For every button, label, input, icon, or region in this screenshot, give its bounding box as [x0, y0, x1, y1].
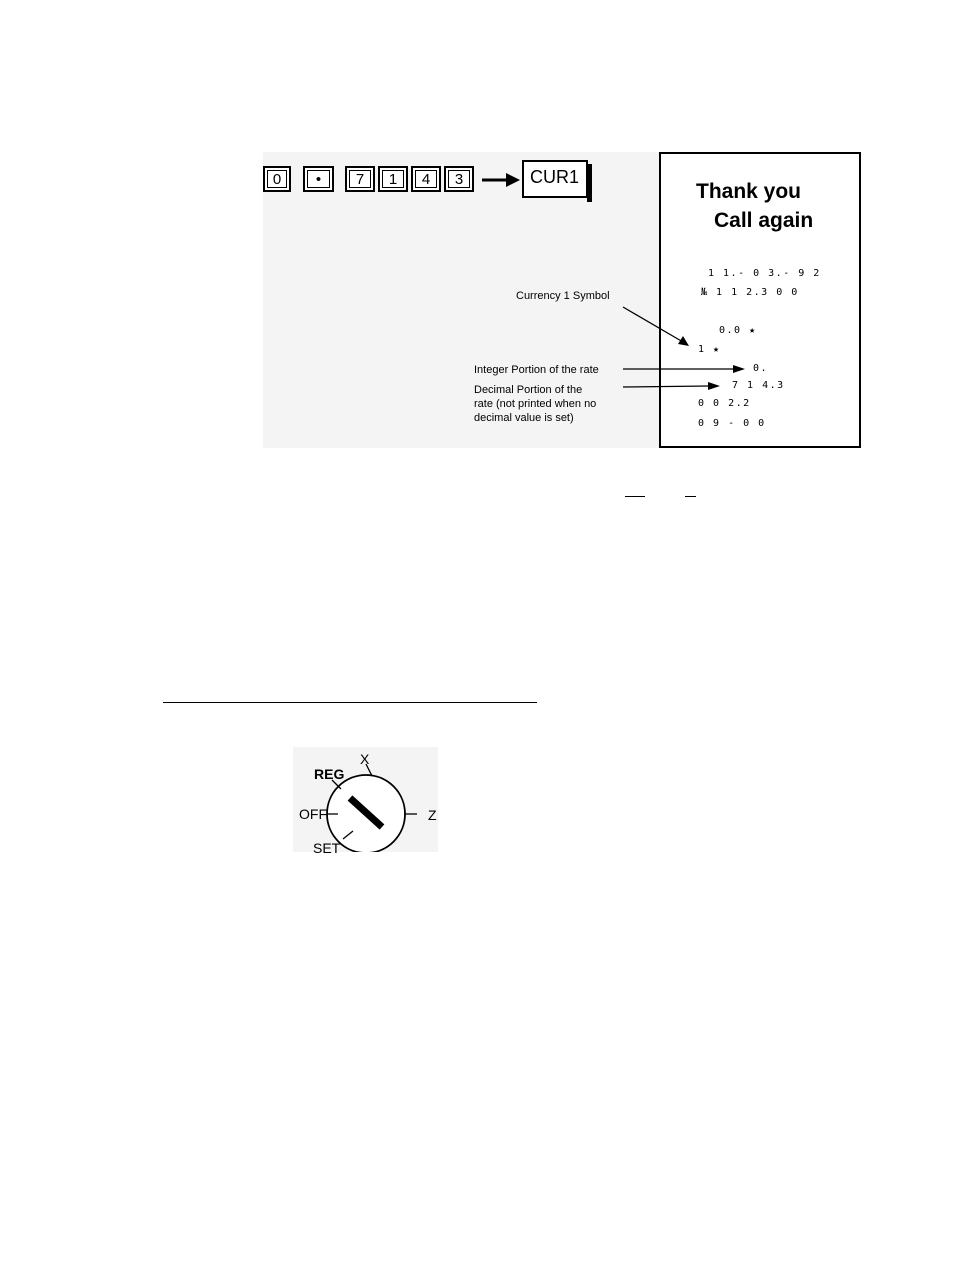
receipt-thanks: Thank you — [696, 180, 802, 203]
receipt-date: 1 1.- 0 3.- 9 2 — [708, 268, 821, 279]
arrow-currency-symbol — [623, 307, 689, 346]
annotation-arrows — [0, 0, 954, 460]
label-currency-symbol: Currency 1 Symbol — [516, 290, 610, 302]
underline-mark — [685, 496, 696, 497]
receipt-number: № 1 1 2.3 0 0 — [701, 287, 799, 298]
receipt-rate-star: 0.0 ★ — [719, 325, 757, 336]
label-decimal-portion: Decimal Portion of the rate (not printed when no decimal value is set) — [474, 384, 597, 424]
key-7: 7 — [345, 166, 375, 192]
section-rule — [163, 702, 537, 703]
switch-position-set: SET — [313, 840, 341, 856]
switch-position-x: X — [360, 751, 370, 767]
key-3: 3 — [444, 166, 474, 192]
switch-position-reg: REG — [314, 766, 345, 782]
receipt-code: 0 0 2.2 — [698, 398, 751, 409]
key-decimal-point: • — [303, 166, 334, 192]
key-1: 1 — [378, 166, 408, 192]
label-integer-portion: Integer Portion of the rate — [474, 364, 599, 376]
arrow-integer-portion — [623, 365, 745, 373]
receipt-integer-portion: 0. — [753, 363, 769, 374]
arrow-decimal-portion — [623, 382, 720, 390]
key-0: 0 — [263, 166, 291, 192]
switch-position-z: Z — [428, 807, 437, 823]
receipt-time: 0 9 - 0 0 — [698, 418, 766, 429]
receipt-decimal-portion: 7 1 4.3 — [732, 380, 785, 391]
receipt-call-again: Call again — [714, 209, 814, 232]
underline-mark — [625, 496, 645, 497]
cur1-key: CUR1 — [522, 160, 588, 198]
receipt-currency-symbol: 1 ★ — [698, 344, 721, 355]
key-4: 4 — [411, 166, 441, 192]
switch-position-off: OFF — [299, 806, 327, 822]
